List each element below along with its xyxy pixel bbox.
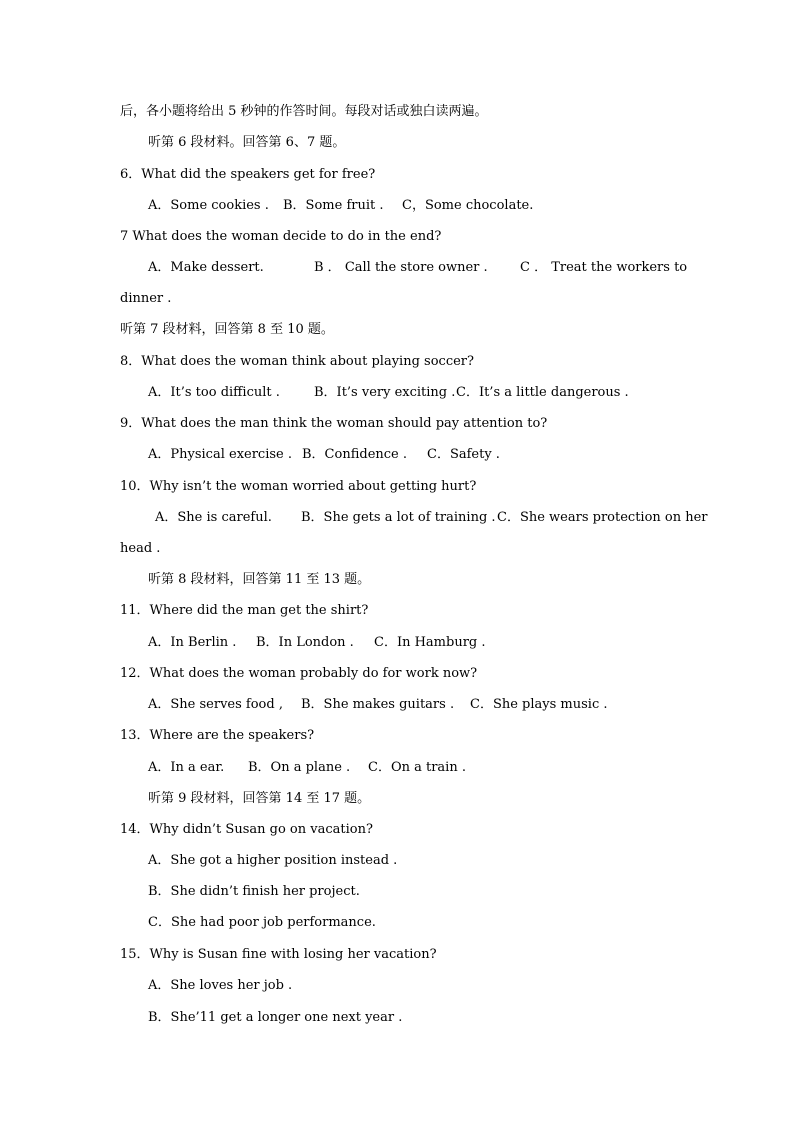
q13-option-b: B．On a plane . <box>248 760 351 775</box>
question-9: 9．What does the man think the woman should pay attention to? <box>120 416 548 431</box>
q10-option-a: A．She is careful. <box>155 510 272 525</box>
q11-option-b: B．In London . <box>256 635 354 650</box>
q12-option-b: B．She makes guitars . <box>301 697 455 712</box>
question-14: 14．Why didn’t Susan go on vacation? <box>120 822 373 837</box>
section-heading-9: 听第 9 段材料，回答第 14 至 17 题。 <box>148 791 371 806</box>
q9-option-c: C．Safety . <box>427 447 500 462</box>
q15-option-b: B．She’11 get a longer one next year . <box>148 1010 403 1025</box>
q13-option-c: C．On a train . <box>368 760 466 775</box>
q10-option-b: B．She gets a lot of training . <box>301 510 496 525</box>
q6-option-b: B．Some fruit . <box>283 198 384 213</box>
q11-option-a: A．In Berlin . <box>148 635 237 650</box>
q15-option-a: A．She loves her job . <box>148 978 293 993</box>
question-7: 7 What does the woman decide to do in the end? <box>120 229 442 244</box>
q6-option-a: A．Some cookies . <box>148 198 269 213</box>
q14-option-b: B．She didn’t finish her project. <box>148 884 360 899</box>
q10-option-c: C．She wears protection on her <box>497 510 708 525</box>
q11-option-c: C．In Hamburg . <box>374 635 486 650</box>
q10-option-c-continued: head . <box>120 541 161 556</box>
section-heading-6: 听第 6 段材料。回答第 6、7 题。 <box>148 135 346 150</box>
question-8: 8．What does the woman think about playing soccer? <box>120 354 474 369</box>
q9-option-a: A．Physical exercise . <box>148 447 293 462</box>
q13-option-a: A．In a ear. <box>148 760 225 775</box>
q12-option-c: C．She plays music . <box>470 697 608 712</box>
question-12: 12．What does the woman probably do for work now? <box>120 666 478 681</box>
section-heading-7: 听第 7 段材料，回答第 8 至 10 题。 <box>120 322 334 337</box>
q7-option-a: A．Make dessert. <box>148 260 264 275</box>
q6-option-c: C，Some chocolate. <box>402 198 534 213</box>
section-heading-8: 听第 8 段材料，回答第 11 至 13 题。 <box>148 572 371 587</box>
q7-option-c: C ． Treat the workers to <box>520 260 688 275</box>
q8-option-a: A．It’s too difficult . <box>148 385 280 400</box>
question-15: 15．Why is Susan fine with losing her vacation? <box>120 947 437 962</box>
q7-option-b: B ． Call the store owner . <box>314 260 488 275</box>
question-6: 6．What did the speakers get for free? <box>120 167 376 182</box>
q14-option-c: C．She had poor job performance. <box>148 915 376 930</box>
q8-option-c: C．It’s a little dangerous . <box>456 385 629 400</box>
q8-option-b: B．It’s very exciting . <box>314 385 456 400</box>
question-10: 10．Why isn’t the woman worried about getting hurt? <box>120 479 477 494</box>
q14-option-a: A．She got a higher position instead . <box>148 853 398 868</box>
q9-option-b: B．Confidence . <box>302 447 407 462</box>
q12-option-a: A．She serves food , <box>148 697 283 712</box>
q7-option-c-continued: dinner . <box>120 291 172 306</box>
question-13: 13．Where are the speakers? <box>120 728 315 743</box>
instruction-line: 后，各小题将给出 5 秒钟的作答时间。每段对话或独白读两遍。 <box>120 104 488 119</box>
question-11: 11．Where did the man get the shirt? <box>120 603 369 618</box>
